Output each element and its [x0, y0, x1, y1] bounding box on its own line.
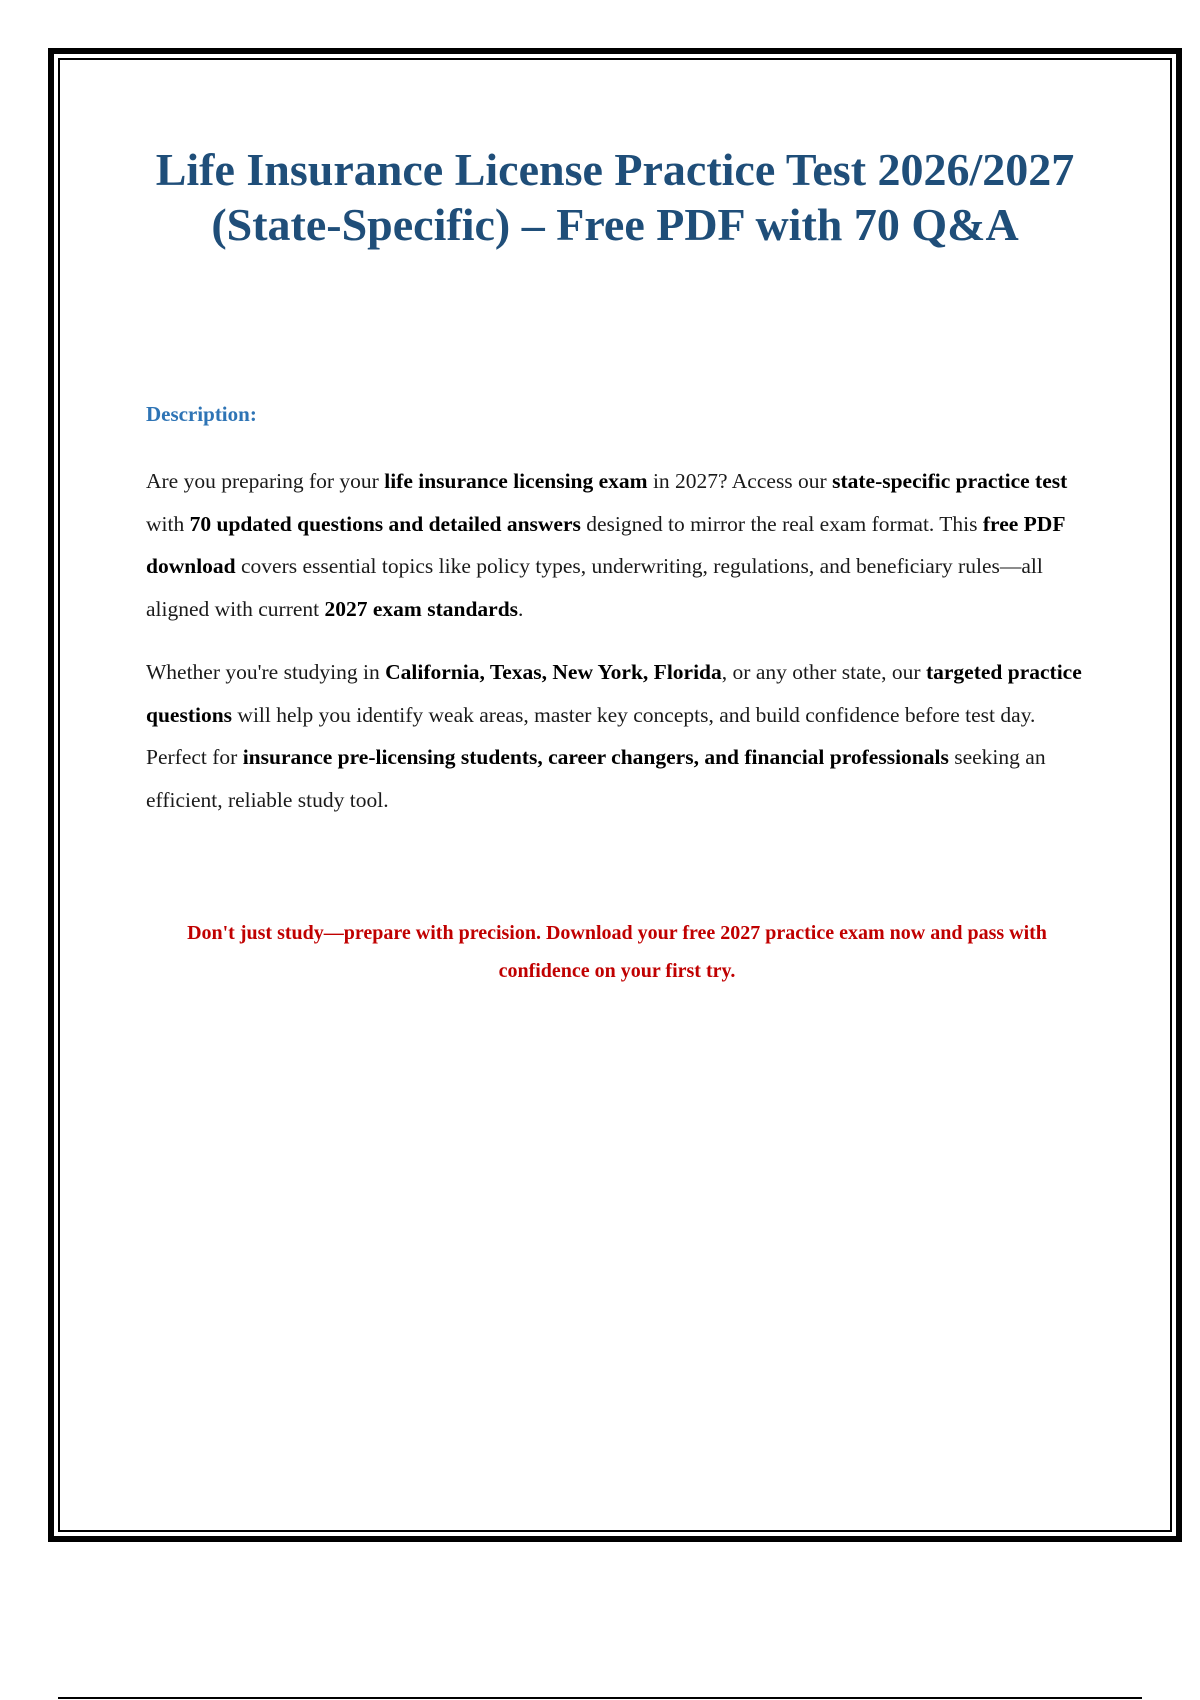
description-heading: Description:: [146, 402, 257, 426]
paragraph-1-bold-4: free PDF download: [146, 511, 1065, 578]
paragraph-2-text-2: , or any other state, our: [721, 660, 926, 684]
paragraph-1-text-3: with: [146, 511, 190, 536]
paragraph-2-text-4: seeking an efficient, reliable study tool.: [146, 745, 1046, 812]
paragraph-1-text-4: designed to mirror the real exam format. This: [580, 511, 983, 536]
paragraph-2-bold-1: California, Texas, New York, Florida: [385, 660, 722, 684]
footer-divider: [58, 1697, 1142, 1699]
paragraph-1-text-1: Are you preparing for your: [146, 469, 385, 493]
paragraph-1-text-6: .: [518, 596, 524, 621]
paragraph-1-bold-1: life insurance licensing exam: [384, 469, 648, 493]
paragraph-2-text-3: will help you identify weak areas, master key concepts, and build confidence before test day. Perfect for: [146, 702, 1036, 769]
paragraph-2-text-1: Whether you're studying in: [146, 660, 386, 684]
paragraph-1-bold-2: state-specific practice test: [832, 469, 1068, 493]
paragraph-1-bold-5: 2027 exam standards: [324, 596, 519, 621]
paragraph-1-text-5: covers essential topics like policy types, underwriting, regulations, and beneficiary rules—all aligned with current: [146, 554, 1043, 621]
paragraph-2-bold-2: targeted practice questions: [146, 660, 1082, 727]
description-paragraph-1: [146, 460, 1096, 630]
description-paragraph-2: [146, 651, 1096, 821]
paragraph-2-bold-3: insurance pre-licensing students, career changers, and financial professionals: [242, 745, 949, 769]
paragraph-1-text-2: in 2027? Access our: [647, 469, 833, 493]
document-title: Life Insurance License Practice Test 2026/2027 (State-Specific) – Free PDF with 70 Q&A: [155, 144, 1075, 250]
call-to-action: Don't just study—prepare with precision. Download your free 2027 practice exam now and pass with confidence on your first try.: [187, 922, 1047, 982]
paragraph-1-bold-3: 70 updated questions and detailed answers: [189, 511, 581, 536]
